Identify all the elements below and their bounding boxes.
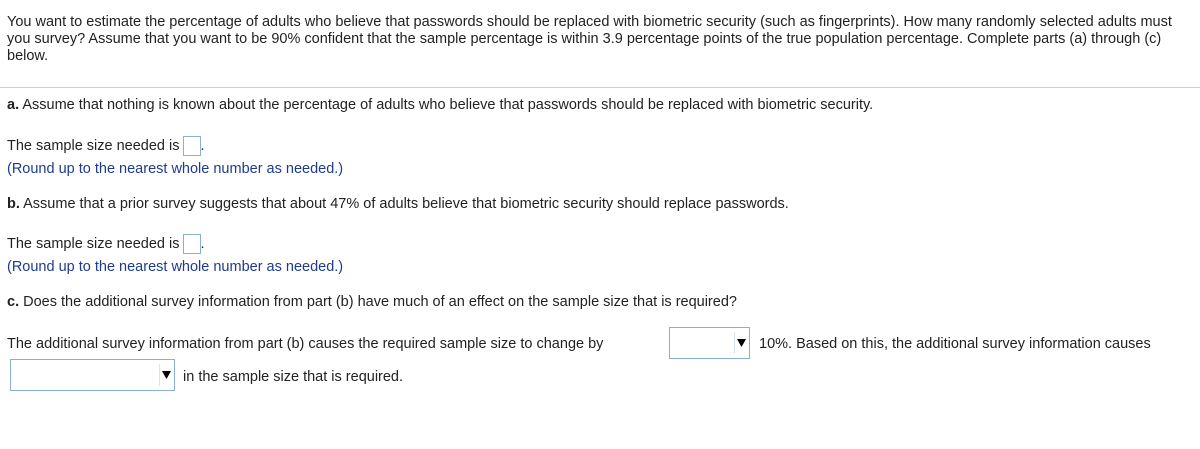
part-c-question-text: Does the additional survey information from part (b) have much of an effect on the sample size that is required? xyxy=(23,294,737,310)
part-a-answer-input[interactable] xyxy=(183,136,201,156)
part-a-answer-suffix: . xyxy=(200,138,205,154)
part-c-sentence-start: The additional survey information from part (b) causes the required sample size to change by xyxy=(7,336,604,352)
part-b-label: b. xyxy=(7,196,20,212)
part-b-question-text: Assume that a prior survey suggests that about 47% of adults believe that biometric security should replace passwords. xyxy=(23,196,789,212)
caret-down-icon[interactable] xyxy=(734,332,749,354)
part-c-sentence-middle: 10%. Based on this, the additional survey information causes xyxy=(759,336,1151,352)
part-a-answer-prefix: The sample size needed is xyxy=(7,138,180,154)
part-a-hint: (Round up to the nearest whole number as needed.) xyxy=(7,161,344,177)
problem-statement: You want to estimate the percentage of adults who believe that passwords should be replaced with biometric security (such as fingerprints). How many randomly selected adults must you survey? Assume that you want to be 90% confident that the sample percentage is within 3.9 percentage points of the true population percentage. Complete parts (a) through (c) below. xyxy=(7,14,1172,64)
part-a-answer-line xyxy=(7,136,205,156)
part-b-answer-line xyxy=(7,234,205,254)
part-c-question xyxy=(7,293,737,311)
part-c-label: c. xyxy=(7,294,20,310)
part-c-sentence-end: in the sample size that is required. xyxy=(183,369,404,385)
effect-dropdown[interactable] xyxy=(10,359,175,391)
divider xyxy=(0,87,1200,88)
part-b-answer-suffix: . xyxy=(200,236,205,252)
part-b-question xyxy=(7,195,789,213)
part-a-label: a. xyxy=(7,97,20,113)
part-b-answer-input[interactable] xyxy=(183,234,201,254)
part-b-answer-prefix: The sample size needed is xyxy=(7,236,180,252)
caret-down-icon[interactable] xyxy=(159,364,174,386)
part-b-hint: (Round up to the nearest whole number as needed.) xyxy=(7,259,344,275)
change-amount-dropdown[interactable] xyxy=(669,327,750,359)
part-a-question xyxy=(7,96,873,114)
part-a-question-text: Assume that nothing is known about the percentage of adults who believe that passwords should be replaced with biometric security. xyxy=(22,97,874,113)
